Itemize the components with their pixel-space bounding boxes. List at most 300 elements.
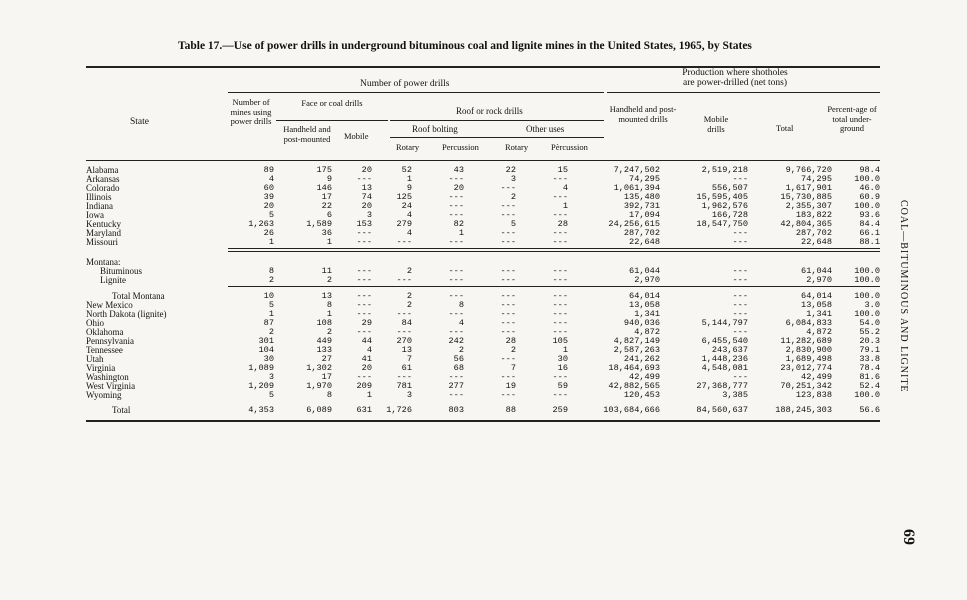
cell-value: 17,094 <box>629 211 660 220</box>
state-name: Utah <box>86 355 104 364</box>
grand-total-row <box>86 400 880 416</box>
cell-value: --- <box>732 373 748 382</box>
cell-value: 209 <box>356 382 372 391</box>
cell-value: 64,014 <box>629 292 660 301</box>
cell-value: 100.0 <box>854 202 880 211</box>
cell-value: 135,480 <box>623 193 660 202</box>
cell-value: --- <box>448 310 464 319</box>
state-name: Iowa <box>86 211 104 220</box>
cell-value: 4 <box>458 319 464 328</box>
header-percussion-other: Pèrcussion <box>551 142 588 152</box>
cell-value: 175 <box>316 166 332 175</box>
subroof-rule <box>390 137 604 138</box>
table-row <box>86 175 880 184</box>
cell-value: --- <box>500 310 516 319</box>
cell-value: 52.4 <box>859 382 880 391</box>
cell-value: 556,507 <box>711 184 748 193</box>
cell-value: 61 <box>401 364 412 373</box>
cell-value: 7,247,502 <box>613 166 660 175</box>
table-row <box>86 220 880 229</box>
cell-value: 36 <box>321 229 332 238</box>
cell-value: --- <box>552 229 568 238</box>
state-name: Alabama <box>86 166 119 175</box>
cell-value: 125 <box>396 193 412 202</box>
cell-value: 16 <box>557 364 568 373</box>
cell-value: 1,970 <box>306 382 332 391</box>
cell-value: 6,455,540 <box>701 337 748 346</box>
state-name: Lignite <box>100 276 126 285</box>
cell-value: 2 <box>510 346 516 355</box>
cell-value: 87 <box>263 319 274 328</box>
state-name: Ohio <box>86 319 104 328</box>
cell-value: 6 <box>326 211 332 220</box>
table-row <box>86 328 880 337</box>
cell-value: --- <box>448 193 464 202</box>
cell-value: --- <box>396 276 412 285</box>
table-row <box>86 364 880 373</box>
table-row <box>86 346 880 355</box>
table-title: Table 17.—Use of power drills in underground bituminous coal and lignite mines in the United States, 1965, by States <box>178 40 752 52</box>
cell-value: 1,448,236 <box>701 355 748 364</box>
group-rule-drills <box>228 92 604 93</box>
cell-value: 27,368,777 <box>696 382 748 391</box>
spacer-row <box>86 285 880 292</box>
cell-value: 20 <box>263 202 274 211</box>
cell-value: 2 <box>458 346 464 355</box>
cell-value: --- <box>732 292 748 301</box>
state-name: Oklahoma <box>86 328 124 337</box>
cell-value: 2 <box>268 328 274 337</box>
cell-value: 100.0 <box>854 391 880 400</box>
table-row <box>86 373 880 382</box>
cell-value: 20 <box>453 184 464 193</box>
cell-value: --- <box>396 373 412 382</box>
state-name: Total <box>112 404 131 415</box>
cell-value: 2,587,263 <box>613 346 660 355</box>
cell-value: 2 <box>406 267 412 276</box>
cell-value: 52 <box>401 166 412 175</box>
table-row <box>86 382 880 391</box>
cell-value: 631 <box>356 404 372 415</box>
cell-value: 61,044 <box>629 267 660 276</box>
cell-value: 1 <box>366 391 372 400</box>
cell-value: --- <box>552 193 568 202</box>
state-name: Tennessee <box>86 346 123 355</box>
cell-value: 4 <box>406 229 412 238</box>
cell-value: 4,872 <box>634 328 660 337</box>
montana-group-label <box>86 258 880 267</box>
cell-value: 93.6 <box>859 211 880 220</box>
cell-value: 241,262 <box>623 355 660 364</box>
cell-value: 104 <box>258 346 274 355</box>
cell-value: 42,804,365 <box>780 220 832 229</box>
cell-value: 2,830,900 <box>785 346 832 355</box>
cell-value: 103,684,666 <box>603 404 660 415</box>
cell-value: --- <box>732 267 748 276</box>
header-face-coal-drills: Face or coal drills <box>301 98 363 108</box>
cell-value: 301 <box>258 337 274 346</box>
header-mobile: Mobile <box>344 131 369 141</box>
cell-value: 1 <box>562 202 568 211</box>
cell-value: 15,595,405 <box>696 193 748 202</box>
cell-value: --- <box>552 328 568 337</box>
cell-value: --- <box>448 267 464 276</box>
cell-value: --- <box>500 238 516 247</box>
cell-value: --- <box>448 328 464 337</box>
cell-value: 20 <box>361 202 372 211</box>
cell-value: 13,058 <box>629 301 660 310</box>
cell-value: --- <box>552 319 568 328</box>
cell-value: 28 <box>557 220 568 229</box>
cell-value: --- <box>356 310 372 319</box>
cell-value: 1,089 <box>248 364 274 373</box>
cell-value: 22,648 <box>801 238 832 247</box>
cell-value: 1,689,498 <box>785 355 832 364</box>
cell-value: 270 <box>396 337 412 346</box>
cell-value: --- <box>500 355 516 364</box>
cell-value: 66.1 <box>859 229 880 238</box>
table-row <box>86 301 880 310</box>
cell-value: --- <box>732 229 748 238</box>
cell-value: 4,548,081 <box>701 364 748 373</box>
cell-value: 81.6 <box>859 373 880 382</box>
cell-value: 940,036 <box>623 319 660 328</box>
cell-value: 108 <box>316 319 332 328</box>
cell-value: 13 <box>361 184 372 193</box>
cell-value: 3.0 <box>864 301 880 310</box>
cell-value: --- <box>552 238 568 247</box>
cell-value: 2 <box>406 292 412 301</box>
cell-value: 4 <box>366 346 372 355</box>
state-name: Washington <box>86 373 129 382</box>
cell-value: 8 <box>268 267 274 276</box>
page-number: 69 <box>900 529 917 545</box>
cell-value: 120,453 <box>623 391 660 400</box>
cell-value: 287,702 <box>623 229 660 238</box>
cell-value: 22 <box>505 166 516 175</box>
cell-value: 22 <box>321 202 332 211</box>
table-row <box>86 193 880 202</box>
cell-value: 1 <box>326 310 332 319</box>
cell-value: --- <box>732 276 748 285</box>
cell-value: 277 <box>448 382 464 391</box>
cell-value: --- <box>356 267 372 276</box>
cell-value: 166,728 <box>711 211 748 220</box>
table-row <box>86 355 880 364</box>
header-percussion: Percussion <box>442 142 479 152</box>
header-production-line2: are power-drilled (net tons) <box>682 78 787 88</box>
cell-value: --- <box>500 319 516 328</box>
cell-value: 9 <box>406 184 412 193</box>
cell-value: 39 <box>263 193 274 202</box>
cell-value: 20.3 <box>859 337 880 346</box>
state-name: Missouri <box>86 238 119 247</box>
cell-value: 64,014 <box>801 292 832 301</box>
cell-value: --- <box>500 267 516 276</box>
cell-value: 24,256,615 <box>608 220 660 229</box>
cell-value: 100.0 <box>854 292 880 301</box>
cell-value: 29 <box>361 319 372 328</box>
cell-value: 10 <box>263 292 274 301</box>
header-roof-rock-drills: Roof or rock drills <box>456 106 523 116</box>
cell-value: 84 <box>401 319 412 328</box>
cell-value: 803 <box>448 404 464 415</box>
cell-value: --- <box>500 276 516 285</box>
cell-value: 1,263 <box>248 220 274 229</box>
cell-value: --- <box>732 175 748 184</box>
cell-value: 9 <box>326 175 332 184</box>
cell-value: --- <box>448 373 464 382</box>
cell-value: --- <box>552 373 568 382</box>
header-state: State <box>130 117 149 127</box>
cell-value: 3 <box>268 373 274 382</box>
cell-value: --- <box>356 175 372 184</box>
cell-value: --- <box>356 301 372 310</box>
cell-value: 1,617,901 <box>785 184 832 193</box>
cell-value: 42,499 <box>801 373 832 382</box>
face-rule <box>276 120 388 121</box>
cell-value: 43 <box>453 166 464 175</box>
cell-value: 2 <box>326 328 332 337</box>
cell-value: 2 <box>326 276 332 285</box>
cell-value: --- <box>448 292 464 301</box>
cell-value: --- <box>500 292 516 301</box>
cell-value: --- <box>448 391 464 400</box>
cell-value: 84,560,637 <box>696 404 748 415</box>
cell-value: 392,731 <box>623 202 660 211</box>
cell-value: 449 <box>316 337 332 346</box>
cell-value: 17 <box>321 193 332 202</box>
state-name: Virginia <box>86 364 116 373</box>
table-row <box>86 310 880 319</box>
cell-value: 105 <box>552 337 568 346</box>
cell-value: 15,730,885 <box>780 193 832 202</box>
bottom-rule <box>86 420 880 422</box>
cell-value: 78.4 <box>859 364 880 373</box>
cell-value: 1,341 <box>806 310 832 319</box>
cell-value: 22,648 <box>629 238 660 247</box>
cell-value: --- <box>500 301 516 310</box>
table-row <box>86 337 880 346</box>
cell-value: --- <box>732 310 748 319</box>
cell-value: 56.6 <box>859 404 880 415</box>
cell-value: 243,637 <box>711 346 748 355</box>
cell-value: 2 <box>268 276 274 285</box>
spacer-row <box>86 247 880 254</box>
state-name: Kentucky <box>86 220 121 229</box>
cell-value: 1 <box>326 238 332 247</box>
header-number-of-power-drills: Number of power drills <box>360 79 450 89</box>
cell-value: 60 <box>263 184 274 193</box>
cell-value: 133 <box>316 346 332 355</box>
header-roof-bolting: Roof bolting <box>412 124 458 134</box>
cell-value: 82 <box>453 220 464 229</box>
cell-value: 89 <box>263 166 274 175</box>
cell-value: 28 <box>505 337 516 346</box>
cell-value: 24 <box>401 202 412 211</box>
state-name: Illinois <box>86 193 112 202</box>
cell-value: --- <box>448 238 464 247</box>
header-production-line1: Production where shotholes <box>682 68 788 78</box>
cell-value: 242 <box>448 337 464 346</box>
cell-value: 1,726 <box>386 404 412 415</box>
cell-value: 23,012,774 <box>780 364 832 373</box>
header-number-of-mines: Number of mines using power drills <box>230 97 272 126</box>
cell-value: 74 <box>361 193 372 202</box>
header-prod-total: Total <box>776 123 794 133</box>
table-row <box>86 276 880 285</box>
cell-value: --- <box>732 301 748 310</box>
cell-value: 13,058 <box>801 301 832 310</box>
state-name: Wyoming <box>86 391 122 400</box>
cell-value: --- <box>552 292 568 301</box>
cell-value: 11,282,689 <box>780 337 832 346</box>
cell-value: 188,245,303 <box>775 404 832 415</box>
header-prod-mobile: Mobile drills <box>703 114 729 134</box>
running-header-side: COAL—BITUMINOUS AND LIGNITE <box>898 200 909 393</box>
cell-value: --- <box>552 391 568 400</box>
cell-value: 183,822 <box>795 211 832 220</box>
state-name: Bituminous <box>100 267 143 276</box>
cell-value: 1 <box>268 310 274 319</box>
cell-value: --- <box>500 202 516 211</box>
cell-value: --- <box>448 276 464 285</box>
cell-value: 70,251,342 <box>780 382 832 391</box>
cell-value: 61,044 <box>801 267 832 276</box>
cell-value: 4 <box>268 175 274 184</box>
cell-value: --- <box>356 229 372 238</box>
cell-value: 11 <box>321 267 332 276</box>
cell-value: --- <box>448 175 464 184</box>
cell-value: 88.1 <box>859 238 880 247</box>
cell-value: 146 <box>316 184 332 193</box>
cell-value: 6,084,833 <box>785 319 832 328</box>
cell-value: 8 <box>458 301 464 310</box>
state-name: Indiana <box>86 202 113 211</box>
state-name: West Virginia <box>86 382 136 391</box>
header-rotary-other: Rotary <box>505 142 529 152</box>
state-name: Arkansas <box>86 175 120 184</box>
cell-value: 1,209 <box>248 382 274 391</box>
cell-value: 2,970 <box>634 276 660 285</box>
cell-value: --- <box>732 238 748 247</box>
cell-value: 100.0 <box>854 276 880 285</box>
cell-value: 3 <box>510 175 516 184</box>
cell-value: 3 <box>366 211 372 220</box>
cell-value: 19 <box>505 382 516 391</box>
cell-value: 3,385 <box>722 391 748 400</box>
cell-value: 100.0 <box>854 175 880 184</box>
cell-value: 84.4 <box>859 220 880 229</box>
cell-value: 18,547,750 <box>696 220 748 229</box>
table-row <box>86 238 880 247</box>
cell-value: 8 <box>326 391 332 400</box>
cell-value: --- <box>500 184 516 193</box>
cell-value: 100.0 <box>854 267 880 276</box>
state-name: Pennsylvania <box>86 337 134 346</box>
cell-value: 74,295 <box>629 175 660 184</box>
cell-value: 1,589 <box>306 220 332 229</box>
cell-value: 123,838 <box>795 391 832 400</box>
table-row <box>86 229 880 238</box>
state-name: Maryland <box>86 229 121 238</box>
cell-value: 1 <box>458 229 464 238</box>
cell-value: --- <box>448 211 464 220</box>
cell-value: --- <box>356 276 372 285</box>
table-row <box>86 202 880 211</box>
cell-value: 98.4 <box>859 166 880 175</box>
state-name: North Dakota (lignite) <box>86 310 167 319</box>
header-rotary: Rotary <box>396 142 420 152</box>
cell-value: --- <box>500 229 516 238</box>
cell-value: 88 <box>505 404 516 415</box>
cell-value: 60.9 <box>859 193 880 202</box>
cell-value: 8 <box>326 301 332 310</box>
state-name: New Mexico <box>86 301 133 310</box>
cell-value: --- <box>448 202 464 211</box>
cell-value: 279 <box>396 220 412 229</box>
cell-value: 1 <box>268 238 274 247</box>
cell-value: 20 <box>361 166 372 175</box>
cell-value: 46.0 <box>859 184 880 193</box>
header-prod-handheld: Handheld and post-mounted drills <box>609 104 677 124</box>
cell-value: 153 <box>356 220 372 229</box>
cell-value: 1,061,394 <box>613 184 660 193</box>
table-row <box>86 292 880 301</box>
cell-value: 4 <box>562 184 568 193</box>
cell-value: --- <box>396 310 412 319</box>
cell-value: 68 <box>453 364 464 373</box>
cell-value: 5 <box>268 391 274 400</box>
cell-value: 30 <box>557 355 568 364</box>
cell-value: 41 <box>361 355 372 364</box>
cell-value: --- <box>552 175 568 184</box>
state-name: Montana: <box>86 258 121 267</box>
cell-value: --- <box>552 267 568 276</box>
cell-value: 55.2 <box>859 328 880 337</box>
roof-rule <box>390 120 604 121</box>
table-row <box>86 391 880 400</box>
header-bottom-rule <box>86 160 880 161</box>
header-handheld-postmounted: Handheld and post-mounted <box>283 124 331 144</box>
cell-value: --- <box>552 310 568 319</box>
cell-value: 56 <box>453 355 464 364</box>
cell-value: 6,089 <box>306 404 332 415</box>
cell-value: 27 <box>321 355 332 364</box>
cell-value: 5 <box>510 220 516 229</box>
cell-value: 79.1 <box>859 346 880 355</box>
cell-value: --- <box>552 211 568 220</box>
cell-value: --- <box>500 391 516 400</box>
header-other-uses: Other uses <box>526 124 565 134</box>
data-table <box>86 166 880 416</box>
cell-value: 26 <box>263 229 274 238</box>
cell-value: 42,499 <box>629 373 660 382</box>
table-row <box>86 166 880 175</box>
cell-value: --- <box>500 328 516 337</box>
cell-value: --- <box>356 292 372 301</box>
cell-value: 33.8 <box>859 355 880 364</box>
cell-value: 42,882,565 <box>608 382 660 391</box>
cell-value: 4,872 <box>806 328 832 337</box>
cell-value: 20 <box>361 364 372 373</box>
cell-value: --- <box>500 373 516 382</box>
cell-value: 1,962,576 <box>701 202 748 211</box>
cell-value: 2 <box>510 193 516 202</box>
cell-value: 3 <box>406 391 412 400</box>
cell-value: 13 <box>401 346 412 355</box>
cell-value: 30 <box>263 355 274 364</box>
